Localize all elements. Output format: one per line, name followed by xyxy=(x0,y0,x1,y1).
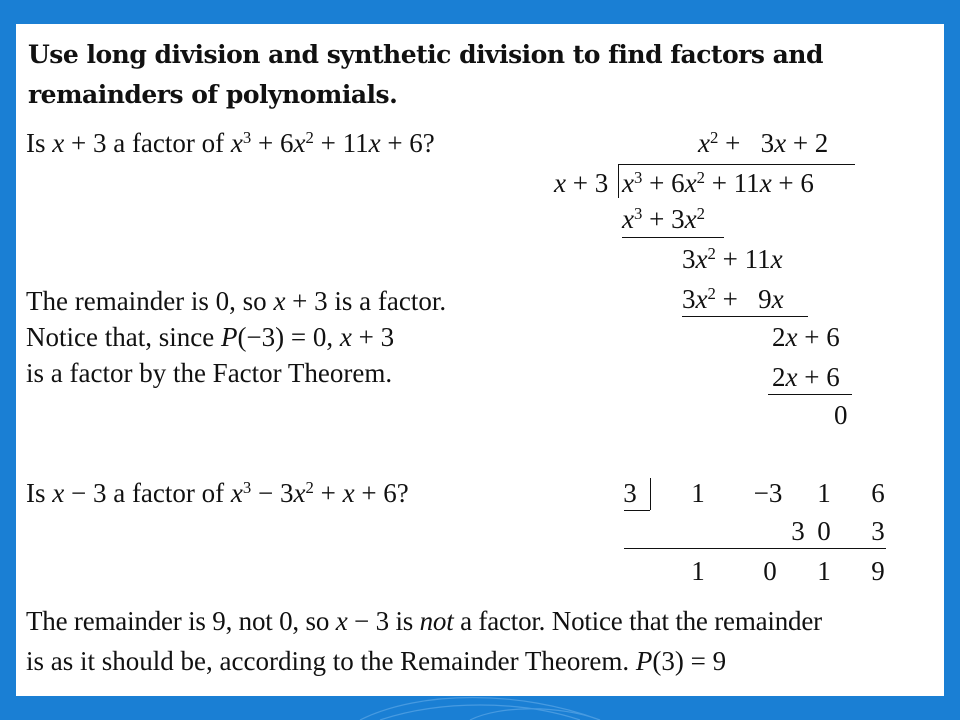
long-division-divisor: x + 3 xyxy=(554,168,609,198)
long-division-step4: 2x + 6 xyxy=(772,322,840,352)
synthetic-product: 3 xyxy=(791,516,805,546)
slide-heading-line2: remainders of polynomials. xyxy=(28,80,398,109)
long-division-dividend: $x^3 + 6x^2 + 11x + 6$ xyxy=(622,167,814,198)
synthetic-divisor-bar xyxy=(650,478,651,510)
division-bracket-top-line xyxy=(619,164,855,165)
example1-explanation-line2: Notice that, since P(−3) = 0, x + 3 xyxy=(26,322,395,352)
synthetic-divisor: 3 xyxy=(623,478,637,508)
long-division-step2: $3x^2 + 11x$ xyxy=(682,243,783,274)
slide-heading-line1: Use long division and synthetic division to find factors and xyxy=(28,40,823,69)
long-division-underline-1 xyxy=(622,237,724,238)
synthetic-product: 3 xyxy=(871,516,885,546)
long-division-underline-3 xyxy=(768,394,852,395)
example1-question: Is x + 3 a factor of $x^3 + 6x^2 + 11x + 6$? xyxy=(26,127,435,158)
synthetic-result: 1 xyxy=(817,556,831,586)
synthetic-result-line xyxy=(624,548,886,549)
long-division-step1: $x^3 + 3x^2$ xyxy=(622,203,705,234)
synthetic-result: 0 xyxy=(763,556,777,586)
synthetic-coefficient: 1 xyxy=(817,478,831,508)
synthetic-coefficient: −3 xyxy=(753,478,783,508)
synthetic-coefficient: 1 xyxy=(691,478,705,508)
synthetic-result: 9 xyxy=(871,556,885,586)
long-division-quotient: $x^2 + 3x + 2$ xyxy=(698,127,829,158)
long-division-step5: 2x + 6 xyxy=(772,362,840,392)
synthetic-divisor-underline xyxy=(624,510,650,511)
example1-explanation-line1: The remainder is 0, so x + 3 is a factor. xyxy=(26,286,447,316)
long-division-remainder: 0 xyxy=(834,400,848,430)
example2-conclusion-line1: The remainder is 9, not 0, so x − 3 is not a factor. Notice that the remainder xyxy=(26,606,822,636)
synthetic-coefficient: 6 xyxy=(871,478,885,508)
slide-content xyxy=(16,24,944,696)
division-bracket-side-line xyxy=(618,164,619,198)
synthetic-result: 1 xyxy=(691,556,705,586)
long-division-underline-2 xyxy=(682,316,808,317)
example1-explanation-line3: is a factor by the Factor Theorem. xyxy=(26,358,393,388)
example2-question: Is x − 3 a factor of $x^3 - 3x^2 + x + 6$? xyxy=(26,477,409,508)
synthetic-product: 0 xyxy=(817,516,831,546)
long-division-step3: $3x^2 + 9x$ xyxy=(682,283,784,314)
example2-conclusion-line2: is as it should be, according to the Remainder Theorem. P(3) = 9 xyxy=(26,646,727,676)
